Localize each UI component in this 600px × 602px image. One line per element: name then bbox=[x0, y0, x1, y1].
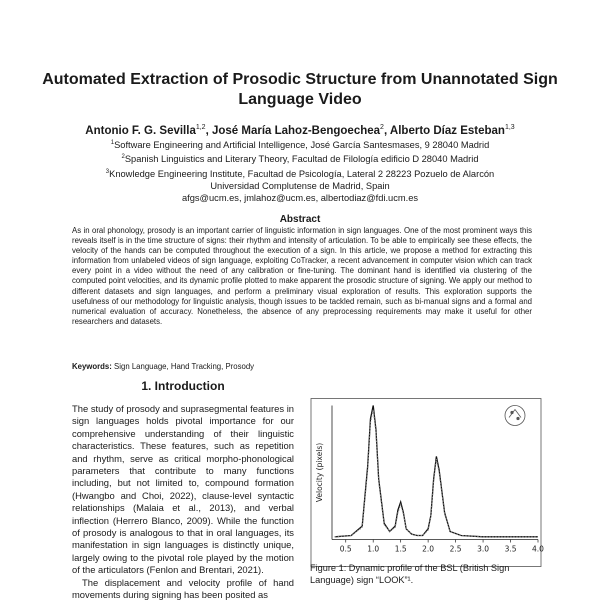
author-affiliation-mark: 2 bbox=[380, 124, 384, 131]
intro-paragraph-1: The study of prosody and suprasegmental features in sign languages holds pivotal importance for our comprehensive understanding of their linguistic characteristics. These features, such as repetition and rhythm, serve as critical morpho-phonological parameters that contribute to many functions including, but not limited to, compound formation (Hwangbo and Choi, 2022), clause-level syntactic relationships (Malaia et al., 2013), and verbal inflection (Herrero Blanco, 2009). While the function of prosody is analogous to that in oral languages, its manifestation in sign languages is distinctly unique, largely owing to the pivotal role played by the motion of the articulators (Fenlon and Brentari, 2021). bbox=[72, 403, 294, 576]
author-name: José María Lahoz-Bengoechea bbox=[211, 124, 381, 137]
affiliation-text: Software Engineering and Artificial Intelligence, José García Santesmases, 9 28040 Madrid bbox=[114, 140, 490, 151]
series-line-velocity-smoothed bbox=[335, 410, 538, 537]
affiliation-text: Spanish Linguistics and Literary Theory, Facultad de Filología edificio D 28040 Madrid bbox=[124, 154, 479, 165]
abstract-heading: Abstract bbox=[279, 214, 321, 225]
affiliation-mark: 3 bbox=[105, 168, 110, 175]
affiliation-mark: 1 bbox=[110, 140, 115, 146]
figure-1-velocity-chart bbox=[310, 390, 542, 575]
x-tick-label: 2.5 bbox=[449, 544, 462, 554]
watermark-logo bbox=[505, 406, 525, 426]
y-axis-label: Velocity (pixels) bbox=[315, 442, 324, 503]
section-title-introduction: 1. Introduction bbox=[141, 379, 225, 393]
affiliation-line bbox=[40, 151, 560, 165]
title-line-2: Language Video bbox=[238, 91, 362, 108]
title-line-1: Automated Extraction of Prosodic Structure from Unannotated Sign bbox=[42, 71, 558, 88]
abstract-text: As in oral phonology, prosody is an important carrier of linguistic information in sign languages. One of the most prominent ways this reveals itself is in the time structure of signs: their rhythm and intensity of articulation. To be able to empirically see these effects, the velocity of the hands can be computed throughout the execution of a sign. In this article, we propose a method for extracting this information from unlabeled videos of sign language, exploiting CoTracker, a recent advancement in computer vision which can track every point in a video without the need of any calibration or fine-tuning. The dominant hand is identified via clustering of the computed point velocities, and its dynamic profile plotted to make apparent the prosodic structure of signing. We apply our method to different datasets and sign languages, and perform a preliminary visual exploration of results. This exploration supports the usefulness of our methodology for linguistic analysis, though issues to be tackled remain, such as bi-manual signs and a formal and numerical evaluation of accuracy. Nonetheless, the absence of any preprocessing requirements may make it useful for other researchers and datasets. bbox=[72, 226, 532, 326]
introduction-body bbox=[72, 403, 294, 602]
x-tick-label: 1.0 bbox=[367, 544, 380, 554]
affiliation-text: Knowledge Engineering Institute, Facultad de Psicología, Lateral 2 28223 Pozuelo de Alarcón bbox=[109, 168, 495, 179]
author-list: Antonio F. G. Sevilla$^{1,2}$, José María Lahoz-Bengoechea$^2$, Alberto Díaz Esteban$^{1,3}$ bbox=[85, 124, 515, 137]
author-affiliation-mark: 1,3 bbox=[504, 124, 515, 131]
author-name: Alberto Díaz Esteban bbox=[389, 124, 505, 137]
author-affiliation-mark: 1,2 bbox=[195, 124, 206, 131]
figure-caption: Figure 1: Dynamic profile of the BSL (British Sign Language) sign “LOOK”¹. bbox=[310, 563, 510, 585]
x-tick-label: 1.5 bbox=[394, 544, 407, 554]
university-line: Universidad Complutense de Madrid, Spain bbox=[210, 180, 390, 191]
keywords-label: Keywords: bbox=[72, 362, 112, 371]
author-name: Antonio F. G. Sevilla bbox=[85, 124, 196, 137]
intro-paragraph-2: The displacement and velocity profile of hand movements during signing has been posited as bbox=[72, 576, 294, 601]
x-tick-label: 0.5 bbox=[339, 544, 352, 554]
x-tick-label: 3.0 bbox=[477, 544, 490, 554]
series-line-velocity bbox=[335, 406, 538, 537]
affiliations bbox=[40, 137, 560, 204]
keywords-list: Sign Language, Hand Tracking, Prosody bbox=[114, 362, 255, 371]
affiliation-line bbox=[40, 137, 560, 151]
x-tick-label: 3.5 bbox=[504, 544, 517, 554]
paper-title bbox=[40, 70, 560, 110]
affiliation-mark: 2 bbox=[121, 154, 125, 161]
keywords bbox=[72, 362, 532, 371]
plot-area bbox=[315, 406, 544, 554]
x-tick-label: 2.0 bbox=[422, 544, 435, 554]
x-tick-label: 4.0 bbox=[532, 544, 544, 554]
affiliation-line bbox=[40, 166, 560, 180]
author-emails: afgs@ucm.es, jmlahoz@ucm.es, albertodiaz@fdi.ucm.es bbox=[181, 193, 419, 204]
